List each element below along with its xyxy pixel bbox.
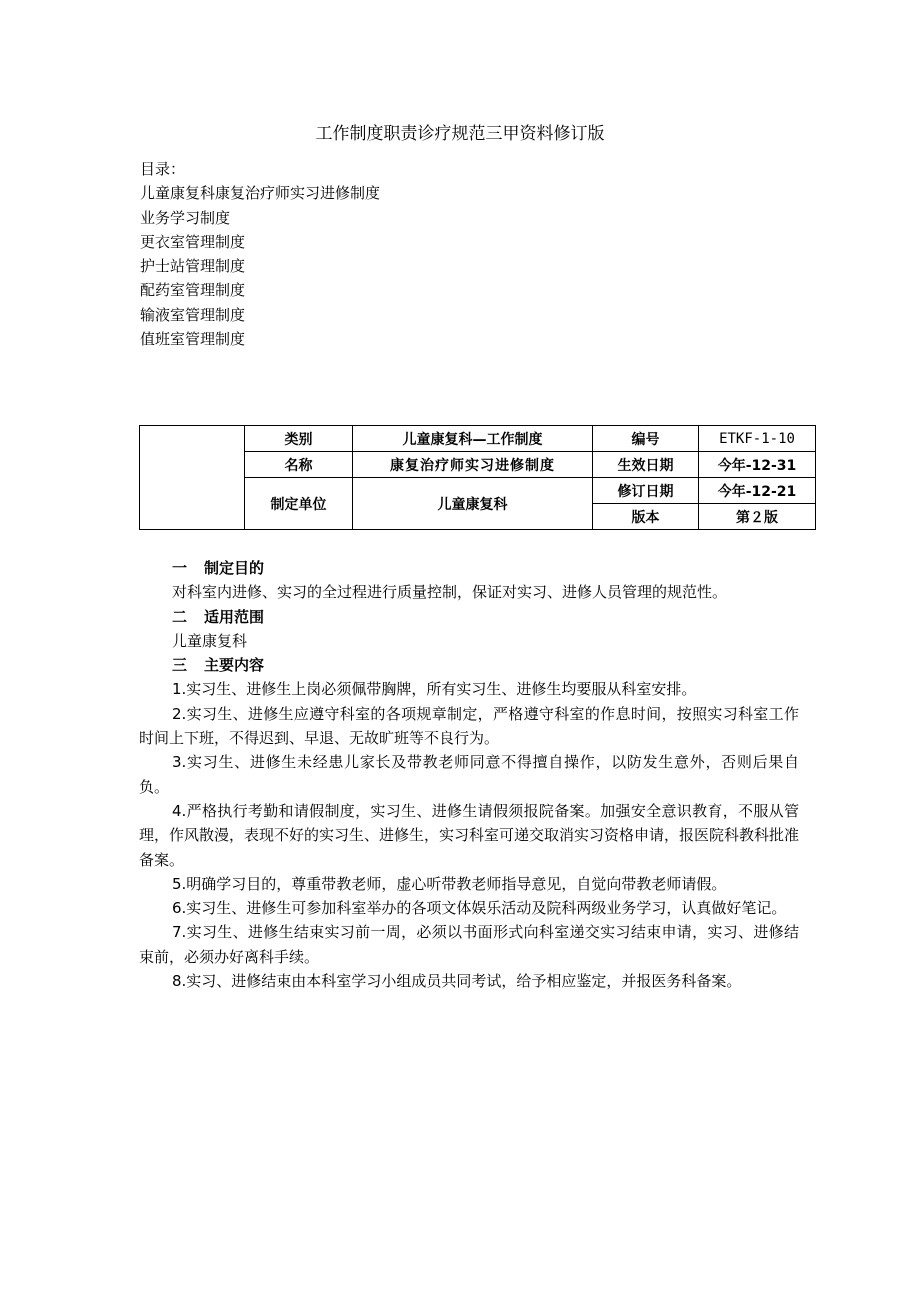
toc-item: 护士站管理制度	[140, 257, 246, 276]
toc-item: 配药室管理制度	[140, 281, 246, 300]
content-item: 2.实习生、进修生应遵守科室的各项规章制定，严格遵守科室的作息时间，按照实习科室工作时间上下班，不得迟到、早退、无故旷班等不良行为。	[139, 704, 799, 748]
section-number: 三	[172, 656, 188, 675]
content-item: 5.明确学习目的，尊重带教老师，虚心听带教老师指导意见，自觉向带教老师请假。	[172, 874, 727, 893]
logo-cell	[140, 426, 245, 530]
category-value: 儿童康复科—工作制度	[353, 426, 593, 452]
name-value: 康复治疗师实习进修制度	[353, 452, 593, 478]
table-row	[140, 426, 816, 452]
number-label: 编号	[593, 426, 699, 452]
revised-date-label: 修订日期	[593, 478, 699, 504]
category-label: 类别	[245, 426, 353, 452]
toc-item: 值班室管理制度	[140, 330, 246, 349]
toc-item: 输液室管理制度	[140, 305, 246, 324]
document-title: 工作制度职责诊疗规范三甲资料修订版	[315, 124, 605, 144]
unit-label: 制定单位	[245, 478, 353, 530]
document-info-table	[139, 425, 816, 530]
content-item: 8.实习、进修结束由本科室学习小组成员共同考试，给予相应鉴定，并报医务科备案。	[172, 972, 742, 991]
table-of-contents	[140, 157, 380, 351]
name-label: 名称	[245, 452, 353, 478]
content-item: 7.实习生、进修生结束实习前一周，必须以书面形式向科室递交实习结束申请，实习、进修结束前，必须办好离科手续。	[139, 923, 799, 966]
section-number: 一	[172, 559, 188, 577]
section-heading-purpose	[139, 556, 799, 580]
section-number: 二	[172, 607, 188, 626]
effective-date-value: 今年-12-31	[699, 452, 816, 478]
document-body	[139, 556, 799, 993]
section-text-purpose: 对科室内进修、实习的全过程进行质量控制，保证对实习、进修人员管理的规范性。	[172, 583, 728, 602]
toc-label: 目录：	[140, 160, 186, 178]
content-item: 4.严格执行考勤和请假制度，实习生、进修生请假须报院备案。加强安全意识教育，不服从管理，作风散漫，表现不好的实习生、进修生，实习科室可递交取消实习资格申请，报医院科教科批准备案。	[139, 801, 800, 869]
effective-date-label: 生效日期	[593, 452, 699, 478]
content-item: 6.实习生、进修生可参加科室举办的各项文体娱乐活动及院科两级业务学习，认真做好笔记。	[172, 899, 787, 918]
toc-item: 更衣室管理制度	[140, 232, 246, 251]
unit-value: 儿童康复科	[353, 478, 593, 530]
version-label: 版本	[593, 504, 699, 530]
number-value: ETKF-1-10	[699, 426, 816, 452]
section-text-scope: 儿童康复科	[172, 631, 248, 650]
revised-date-value: 今年-12-21	[699, 478, 816, 504]
toc-item: 业务学习制度	[140, 208, 231, 227]
section-heading-content	[139, 653, 799, 677]
section-heading-scope	[139, 605, 799, 629]
toc-item: 儿童康复科康复治疗师实习进修制度	[140, 184, 381, 203]
content-item: 1.实习生、进修生上岗必须佩带胸牌，所有实习生、进修生均要服从科室安排。	[172, 680, 697, 699]
section-title: 制定目的	[204, 559, 265, 577]
section-title: 适用范围	[204, 607, 265, 626]
content-item: 3.实习生、进修生未经患儿家长及带教老师同意不得擅自操作，以防发生意外，否则后果自负。	[139, 753, 799, 796]
section-title: 主要内容	[204, 656, 265, 675]
version-value: 第２版	[699, 504, 816, 530]
